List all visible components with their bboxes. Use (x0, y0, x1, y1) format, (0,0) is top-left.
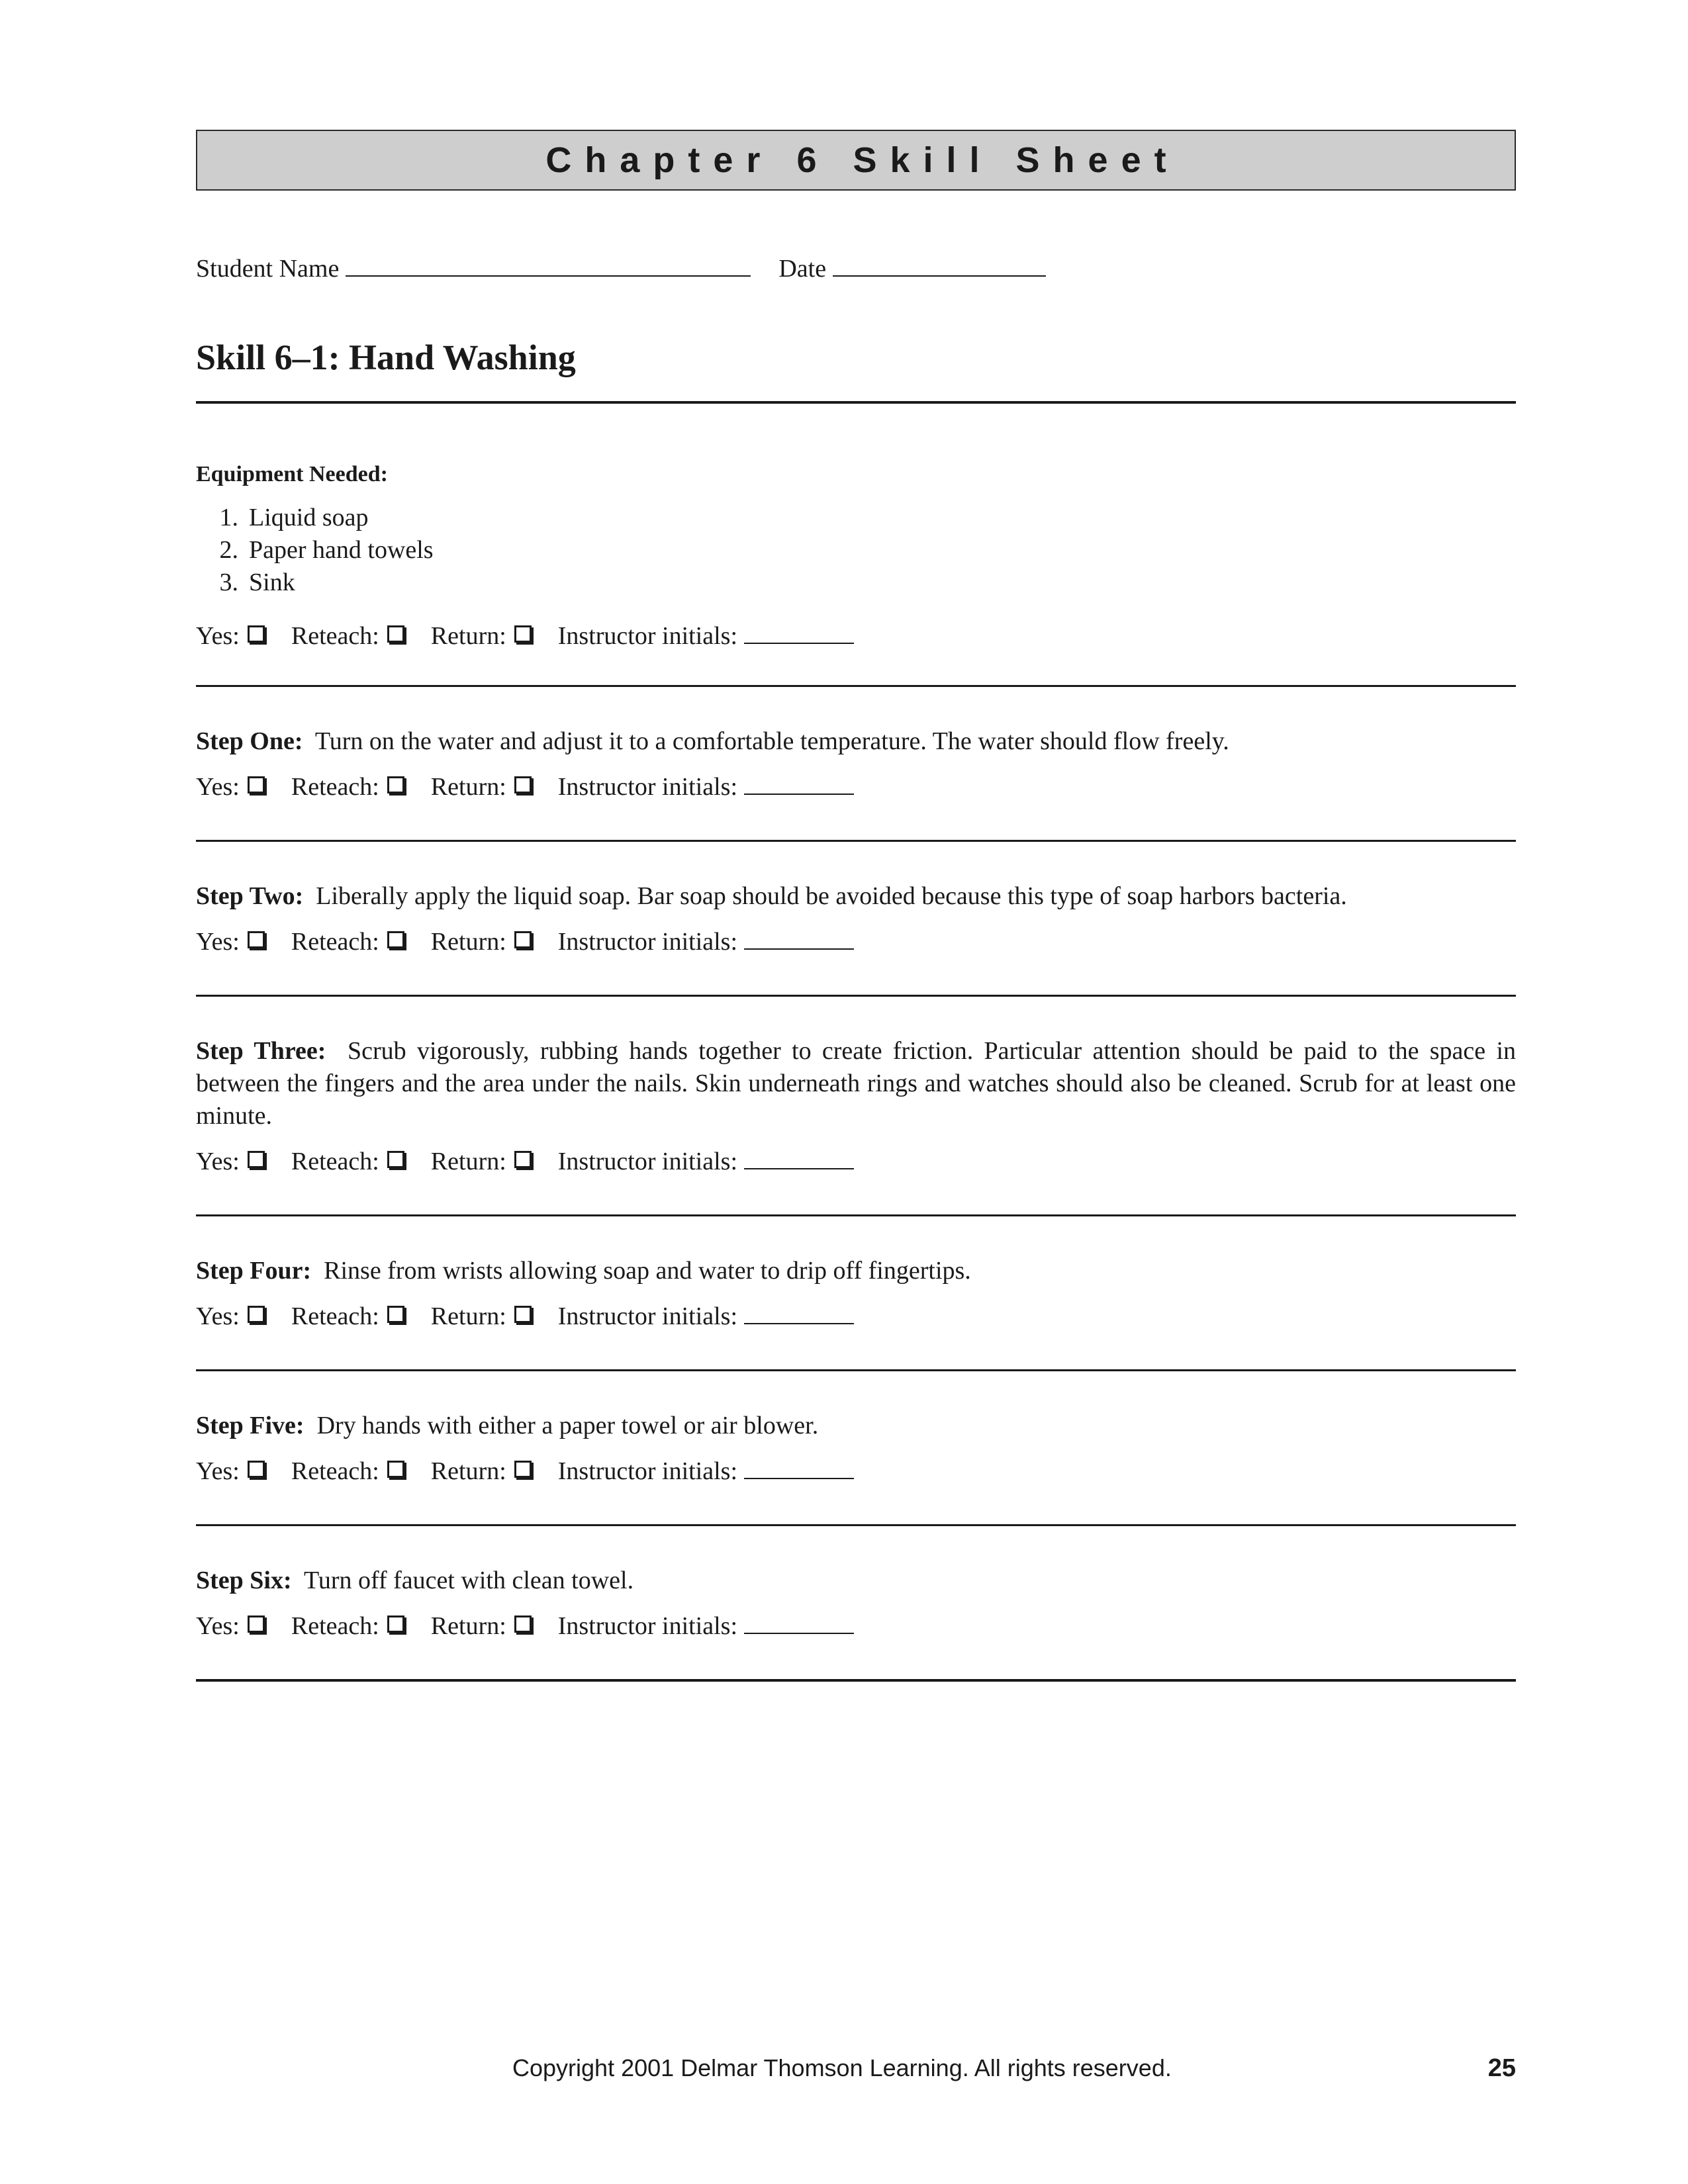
yes-checkbox[interactable] (248, 1151, 265, 1168)
reteach-checkbox[interactable] (387, 931, 404, 948)
step-description: Turn on the water and adjust it to a comfortable temperature. The water should flow freely. (314, 727, 1229, 755)
instructor-initials-label: Instructor initials: (557, 1457, 738, 1485)
step-description: Turn off faucet with clean towel. (303, 1567, 634, 1594)
reteach-label: Reteach: (291, 1457, 379, 1485)
date-label: Date (778, 255, 827, 283)
equipment-item: 1. Liquid soap (219, 504, 369, 531)
yes-label: Yes: (196, 622, 240, 650)
return-label: Return: (430, 1457, 506, 1485)
return-checkbox[interactable] (514, 931, 532, 948)
step-three (196, 1035, 1516, 1132)
equipment-item: 3. Sink (219, 569, 295, 596)
return-label: Return: (430, 928, 506, 956)
return-label: Return: (430, 622, 506, 650)
chapter-title: Chapter 6 Skill Sheet (545, 140, 1180, 180)
equipment-list (196, 502, 1516, 599)
reteach-checkbox[interactable] (387, 1306, 404, 1323)
reteach-label: Reteach: (291, 1148, 379, 1175)
step-label: Step Four: (196, 1257, 312, 1285)
section-divider (196, 840, 1516, 842)
section-divider (196, 995, 1516, 997)
reteach-checkbox[interactable] (387, 1461, 404, 1478)
instructor-initials-label: Instructor initials: (557, 1612, 738, 1640)
step-one (196, 725, 1516, 758)
skill-title: Skill 6–1: Hand Washing (196, 338, 576, 377)
step-two (196, 880, 1516, 913)
instructor-initials-field[interactable] (744, 1613, 854, 1634)
instructor-initials-field[interactable] (744, 1303, 854, 1324)
section-divider (196, 1369, 1516, 1371)
step-five (196, 1410, 1516, 1442)
reteach-label: Reteach: (291, 622, 379, 650)
return-label: Return: (430, 1148, 506, 1175)
yes-label: Yes: (196, 1457, 240, 1485)
checklist-row-step-five (196, 1457, 1516, 1486)
reteach-checkbox[interactable] (387, 1151, 404, 1168)
return-label: Return: (430, 1302, 506, 1330)
instructor-initials-label: Instructor initials: (557, 622, 738, 650)
instructor-initials-label: Instructor initials: (557, 928, 738, 956)
equipment-item: 2. Paper hand towels (219, 536, 434, 564)
instructor-initials-field[interactable] (744, 1148, 854, 1169)
checklist-row-step-one (196, 772, 1516, 801)
reteach-checkbox[interactable] (387, 1615, 404, 1633)
step-description: Scrub vigorously, rubbing hands together to create friction. Particular attention should be paid to the space in between the fingers and the area under the nails. Skin underneath rings and watches should also be cleaned. Scrub for at least one minute. (196, 1037, 1517, 1130)
section-divider (196, 1214, 1516, 1216)
yes-label: Yes: (196, 928, 240, 956)
step-description: Liberally apply the liquid soap. Bar soap should be avoided because this type of soap harbors bacteria. (316, 882, 1347, 910)
yes-checkbox[interactable] (248, 1615, 265, 1633)
yes-label: Yes: (196, 1148, 240, 1175)
yes-checkbox[interactable] (248, 1461, 265, 1478)
checklist-row-step-two (196, 927, 1516, 956)
page-number: 25 (1487, 2054, 1516, 2082)
copyright-notice: Copyright 2001 Delmar Thomson Learning. All rights reserved. (512, 2054, 1172, 2081)
return-label: Return: (430, 773, 506, 801)
step-description: Dry hands with either a paper towel or air blower. (316, 1412, 819, 1439)
return-checkbox[interactable] (514, 625, 532, 643)
instructor-initials-label: Instructor initials: (557, 773, 738, 801)
date-field[interactable] (833, 255, 1046, 277)
return-checkbox[interactable] (514, 1461, 532, 1478)
return-label: Return: (430, 1612, 506, 1640)
yes-checkbox[interactable] (248, 931, 265, 948)
return-checkbox[interactable] (514, 776, 532, 794)
student-info-row (196, 254, 1516, 283)
reteach-label: Reteach: (291, 1302, 379, 1330)
page-footer (196, 2054, 1516, 2087)
reteach-label: Reteach: (291, 1612, 379, 1640)
section-divider (196, 685, 1516, 687)
yes-checkbox[interactable] (248, 1306, 265, 1323)
return-checkbox[interactable] (514, 1615, 532, 1633)
return-checkbox[interactable] (514, 1306, 532, 1323)
step-four (196, 1255, 1516, 1287)
chapter-banner (196, 130, 1516, 191)
step-six (196, 1565, 1516, 1597)
checklist-row-equipment (196, 621, 1516, 651)
checklist-row-step-three (196, 1147, 1516, 1176)
yes-label: Yes: (196, 1302, 240, 1330)
reteach-checkbox[interactable] (387, 625, 404, 643)
yes-label: Yes: (196, 773, 240, 801)
instructor-initials-field[interactable] (744, 623, 854, 644)
instructor-initials-label: Instructor initials: (557, 1302, 738, 1330)
step-label: Step Five: (196, 1412, 305, 1439)
instructor-initials-field[interactable] (744, 929, 854, 950)
yes-label: Yes: (196, 1612, 240, 1640)
instructor-initials-label: Instructor initials: (557, 1148, 738, 1175)
title-divider (196, 401, 1516, 404)
reteach-label: Reteach: (291, 773, 379, 801)
yes-checkbox[interactable] (248, 776, 265, 794)
step-label: Step Two: (196, 882, 304, 910)
instructor-initials-field[interactable] (744, 1458, 854, 1479)
instructor-initials-field[interactable] (744, 774, 854, 795)
step-description: Rinse from wrists allowing soap and water to drip off fingertips. (324, 1257, 971, 1285)
checklist-row-step-six (196, 1612, 1516, 1641)
reteach-checkbox[interactable] (387, 776, 404, 794)
student-name-label: Student Name (196, 255, 340, 283)
reteach-label: Reteach: (291, 928, 379, 956)
return-checkbox[interactable] (514, 1151, 532, 1168)
step-label: Step Three: (196, 1037, 326, 1065)
student-name-field[interactable] (346, 255, 751, 277)
step-label: Step One: (196, 727, 303, 755)
equipment-heading: Equipment Needed: (196, 462, 388, 486)
yes-checkbox[interactable] (248, 625, 265, 643)
skill-sheet-page (196, 130, 1516, 1682)
step-label: Step Six: (196, 1567, 292, 1594)
section-divider (196, 1524, 1516, 1526)
checklist-row-step-four (196, 1302, 1516, 1331)
closing-divider (196, 1679, 1516, 1682)
